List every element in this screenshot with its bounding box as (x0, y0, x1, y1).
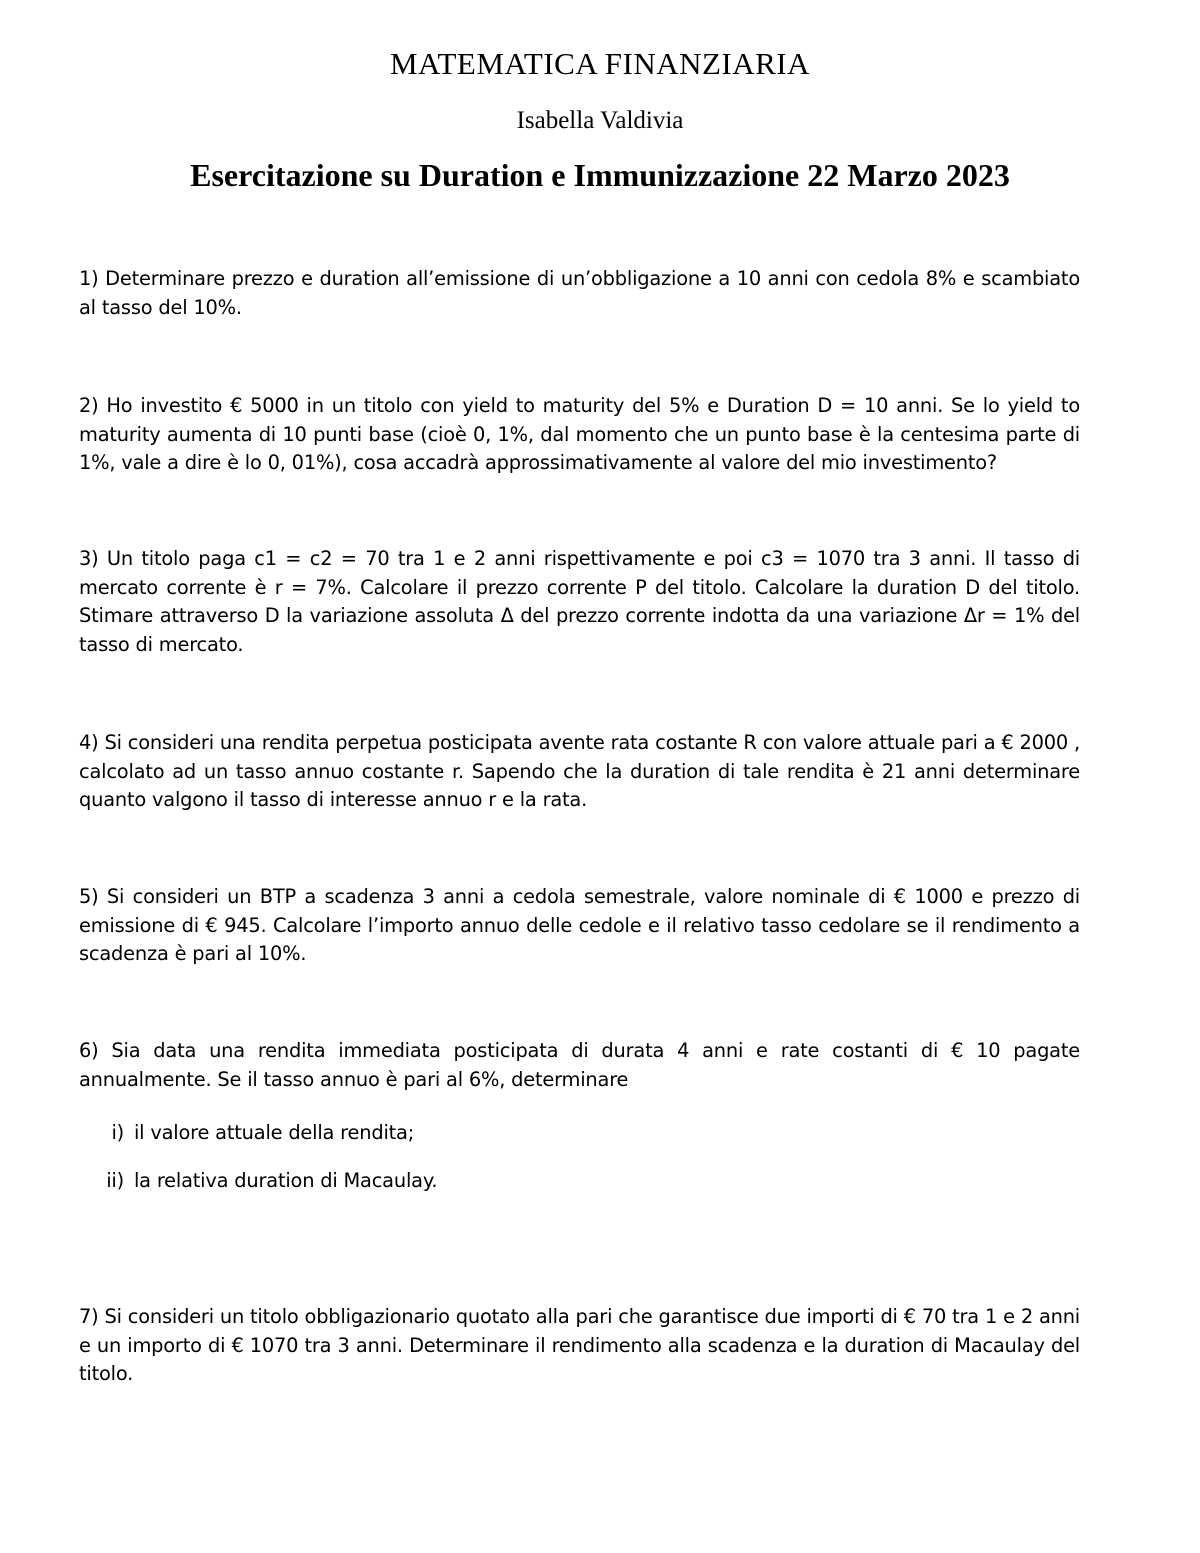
exercise-text: 3) Un titolo paga c1 = c2 = 70 tra 1 e 2 anni rispettivamente e poi c3 = 1070 tra 3 anni. Il tasso di mercato corrente è r = 7%. Calcolare il prezzo corrente P del titolo. Calcolare la duration D del titolo. Stimare attraverso D la variazione assoluta Δ del prezzo corrente indotta da una variazione Δr = 1% del tasso di mercato. (79, 547, 1080, 656)
author-name: Isabella Valdivia (516, 107, 684, 134)
exercise-text: 5) Si consideri un BTP a scadenza 3 anni a cedola semestrale, valore nominale di € 1000 e prezzo di emissione di € 945. Calcolare l’importo annuo delle cedole e il relativo tasso cedolare se il rendimento a scadenza è pari al 10%. (79, 885, 1080, 965)
exercise-7 (79, 1303, 1080, 1389)
sub-question-text: il valore attuale della rendita; (134, 1121, 415, 1144)
exercise-text: 7) Si consideri un titolo obbligazionario quotato alla pari che garantisce due importi di € 70 tra 1 e 2 anni e un importo di € 1070 tra 3 anni. Determinare il rendimento alla scadenza e la duration di Macaulay del titolo. (79, 1305, 1080, 1385)
sub-question (79, 1119, 1080, 1148)
course-title: MATEMATICA FINANZIARIA (389, 46, 811, 81)
exercise-2 (79, 392, 1080, 478)
exercise-text: 1) Determinare prezzo e duration all’emissione di un’obbligazione a 10 anni con cedola 8% e scambiato al tasso del 10%. (79, 267, 1080, 319)
sub-question-list (79, 1119, 1080, 1195)
exercise-text: 4) Si consideri una rendita perpetua posticipata avente rata costante R con valore attuale pari a € 2000 , calcolato ad un tasso annuo costante r. Sapendo che la duration di tale rendita è 21 anni determinare quanto valgono il tasso di interesse annuo r e la rata. (79, 731, 1080, 811)
sub-question-text: la relativa duration di Macaulay. (134, 1168, 438, 1192)
sub-question-label: i) (111, 1121, 124, 1144)
document-title: Esercitazione su Duration e Immunizzazione 22 Marzo 2023 (190, 157, 1010, 193)
exercise-5 (79, 883, 1080, 969)
exercise-1 (79, 265, 1080, 322)
exercise-text: 2) Ho investito € 5000 in un titolo con yield to maturity del 5% e Duration D = 10 anni. Se lo yield to maturity aumenta di 10 punti base (cioè 0, 1%, dal momento che un punto base è la centesima parte di 1%, vale a dire è lo 0, 01%), cosa accadrà approssimativamente al valore del mio investimento? (79, 394, 1080, 474)
exercise-6 (79, 1037, 1080, 1195)
exercise-3 (79, 545, 1080, 659)
exercise-4 (79, 729, 1080, 815)
sub-question (79, 1167, 1080, 1196)
exercise-text: 6) Sia data una rendita immediata posticipata di durata 4 anni e rate costanti di € 10 pagate annualmente. Se il tasso annuo è pari al 6%, determinare (79, 1039, 1080, 1091)
sub-question-label: ii) (106, 1168, 124, 1192)
